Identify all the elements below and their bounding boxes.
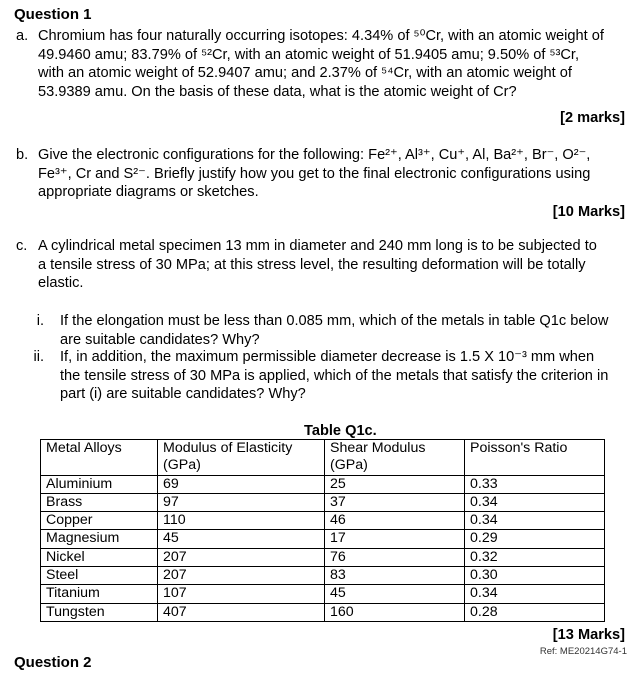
cell-shear: 46: [325, 512, 465, 530]
cell-metal: Titanium: [41, 585, 158, 603]
part-b-line: Fe³⁺, Cr and S²⁻. Briefly justify how you get to the final electronic configurations using: [38, 165, 591, 182]
part-b-line: appropriate diagrams or sketches.: [38, 184, 259, 201]
subquestion-ii-label: ii.: [33, 349, 44, 365]
header-modulus-elasticity: [158, 440, 325, 476]
cell-shear: 45: [325, 585, 465, 603]
part-a-line: 49.9460 amu; 83.79% of ⁵²Cr, with an atomic weight of 51.9405 amu; 9.50% of ⁵³Cr,: [38, 46, 580, 63]
header-poissons-ratio: [465, 440, 605, 476]
header-line: (GPa): [330, 457, 368, 474]
part-a-line: with an atomic weight of 52.9407 amu; and 2.37% of ⁵⁴Cr, with an atomic weight of: [38, 65, 572, 82]
cell-shear: 37: [325, 493, 465, 511]
cell-metal: Nickel: [41, 548, 158, 566]
reference-code: Ref: ME20214G74-1: [539, 646, 627, 657]
cell-poisson: 0.32: [465, 548, 605, 566]
cell-modulus: 110: [158, 512, 325, 530]
table-row: [41, 512, 605, 530]
part-a-line: Chromium has four naturally occurring isotopes: 4.34% of ⁵⁰Cr, with an atomic weight of: [38, 28, 604, 44]
cell-shear: 83: [325, 567, 465, 585]
question-title: Question 1: [14, 6, 92, 23]
part-b-label: b.: [16, 147, 29, 163]
cell-poisson: 0.29: [465, 530, 605, 548]
table-header-row: [41, 440, 605, 476]
subquestion-i-line: are suitable candidates? Why?: [60, 331, 260, 348]
subquestion-ii-line: If, in addition, the maximum permissible diameter decrease is 1.5 X 10⁻³ mm when: [60, 349, 595, 365]
part-b-marks: [10 Marks]: [552, 204, 625, 220]
question-part-c: [16, 237, 626, 293]
part-a-line: 53.9389 amu. On the basis of these data, what is the atomic weight of Cr?: [38, 83, 517, 100]
part-b-line: Give the electronic configurations for the following: Fe²⁺, Al³⁺, Cu⁺, Al, Ba²⁺, Br⁻, O²⁻,: [38, 147, 591, 163]
table-row: [41, 548, 605, 566]
cell-poisson: 0.28: [465, 603, 605, 621]
cell-poisson: 0.33: [465, 475, 605, 493]
cell-poisson: 0.34: [465, 585, 605, 603]
cell-metal: Steel: [41, 567, 158, 585]
cell-shear: 160: [325, 603, 465, 621]
header-line: Poisson's Ratio: [470, 440, 568, 456]
part-c-line: elastic.: [38, 275, 84, 292]
question-part-a: [16, 27, 626, 101]
table-row: [41, 475, 605, 493]
table-row: [41, 493, 605, 511]
cell-modulus: 45: [158, 530, 325, 548]
question-part-b: [16, 146, 626, 202]
cell-poisson: 0.34: [465, 512, 605, 530]
cell-modulus: 107: [158, 585, 325, 603]
cell-modulus: 207: [158, 548, 325, 566]
table-row: [41, 603, 605, 621]
part-c-line: A cylindrical metal specimen 13 mm in diameter and 240 mm long is to be subjected to: [38, 238, 597, 254]
cell-modulus: 69: [158, 475, 325, 493]
table-body: [41, 475, 605, 621]
table-row: [41, 530, 605, 548]
cell-metal: Magnesium: [41, 530, 158, 548]
part-c-line: a tensile stress of 30 MPa; at this stress level, the resulting deformation will be totally: [38, 256, 586, 273]
cell-metal: Tungsten: [41, 603, 158, 621]
subquestion-ii-line: the tensile stress of 30 MPa is applied, which of the metals that satisfy the criterion in: [60, 367, 609, 384]
table-caption: Table Q1c.: [304, 423, 377, 439]
cell-shear: 76: [325, 548, 465, 566]
subquestion-i-label: i.: [36, 313, 44, 329]
part-a-marks: [2 marks]: [560, 110, 625, 126]
subquestion-i: [26, 312, 626, 349]
header-shear-modulus: [325, 440, 465, 476]
cell-metal: Aluminium: [41, 475, 158, 493]
header-line: Metal Alloys: [46, 440, 122, 456]
header-metal-alloys: [41, 440, 158, 476]
cell-shear: 25: [325, 475, 465, 493]
cell-modulus: 407: [158, 603, 325, 621]
cell-modulus: 207: [158, 567, 325, 585]
table-row: [41, 585, 605, 603]
part-a-label: a.: [16, 28, 29, 44]
cell-metal: Copper: [41, 512, 158, 530]
cell-metal: Brass: [41, 493, 158, 511]
next-question-heading: Question 2: [14, 654, 92, 671]
part-c-marks: [13 Marks]: [552, 627, 625, 643]
table-row: [41, 567, 605, 585]
subquestion-ii: [26, 348, 626, 404]
header-line: (GPa): [163, 457, 201, 474]
metals-table: [40, 439, 605, 622]
subquestion-ii-line: part (i) are suitable candidates? Why?: [60, 386, 306, 403]
cell-poisson: 0.34: [465, 493, 605, 511]
part-c-label: c.: [16, 238, 28, 254]
cell-shear: 17: [325, 530, 465, 548]
subquestion-i-line: If the elongation must be less than 0.085 mm, which of the metals in table Q1c below: [60, 313, 609, 329]
cell-modulus: 97: [158, 493, 325, 511]
cell-poisson: 0.30: [465, 567, 605, 585]
header-line: Shear Modulus: [330, 440, 426, 456]
header-line: Modulus of Elasticity: [163, 440, 293, 456]
